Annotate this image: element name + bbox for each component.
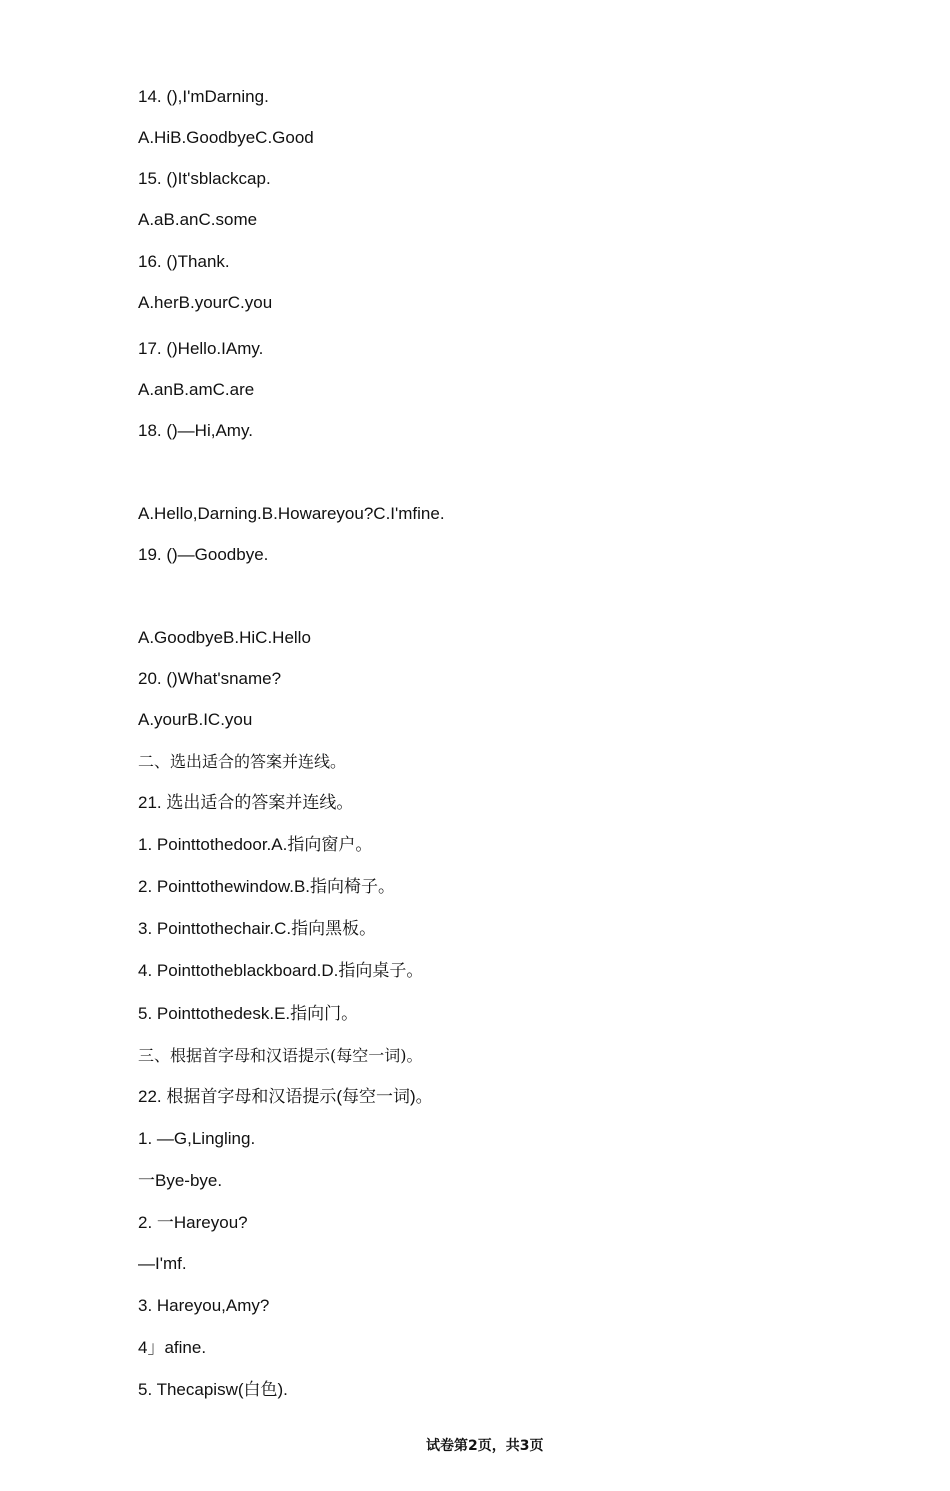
question-14: 14. (),I'mDarning. [138, 87, 269, 106]
fill-item-1: 1. —G,Lingling. [138, 1129, 256, 1148]
question-16: 16. ()Thank. [138, 252, 230, 271]
fill-item-4: 4」afine. [138, 1338, 207, 1357]
question-17-options: A.anB.amC.are [138, 380, 255, 399]
question-14-options: A.HiB.GoodbyeC.Good [138, 128, 314, 147]
match-item-5: 5. Pointtothedesk.E.指向门。 [138, 1004, 359, 1023]
question-22: 22. 根据首字母和汉语提示(每空一词)。 [138, 1087, 433, 1106]
question-19: 19. ()—Goodbye. [138, 545, 269, 564]
match-item-3: 3. Pointtothechair.C.指向黑板。 [138, 919, 377, 938]
fill-item-1-reply: 一Bye-bye. [138, 1171, 223, 1190]
match-item-2: 2. Pointtothewindow.B.指向椅子。 [138, 877, 396, 896]
page-number-footer: 试卷第2页，共3页 [426, 1438, 544, 1454]
question-16-options: A.herB.yourC.you [138, 293, 273, 312]
question-15: 15. ()It'sblackcap. [138, 169, 271, 188]
question-19-options: A.GoodbyeB.HiC.Hello [138, 628, 311, 647]
section-3-heading: 三、根据首字母和汉语提示(每空一词)。 [138, 1046, 423, 1065]
question-15-options: A.aB.anC.some [138, 210, 258, 229]
fill-item-2-reply: —I'mf. [138, 1254, 187, 1273]
question-20-options: A.yourB.IC.you [138, 710, 253, 729]
match-item-1: 1. Pointtothedoor.A.指向窗户。 [138, 835, 373, 854]
question-17: 17. ()Hello.IAmy. [138, 339, 264, 358]
section-2-heading: 二、选出适合的答案并连线。 [138, 752, 347, 771]
fill-item-3: 3. Hareyou,Amy? [138, 1296, 270, 1315]
question-20: 20. ()What'sname? [138, 669, 282, 688]
question-18: 18. ()—Hi,Amy. [138, 421, 253, 440]
question-18-options: A.Hello,Darning.B.Howareyou?C.I'mfine. [138, 504, 445, 523]
fill-item-5: 5. Thecapisw(白色). [138, 1380, 288, 1399]
fill-item-2: 2. 一Hareyou? [138, 1213, 248, 1232]
match-item-4: 4. Pointtotheblackboard.D.指向桌子。 [138, 961, 424, 980]
question-21: 21. 选出适合的答案并连线。 [138, 793, 354, 812]
